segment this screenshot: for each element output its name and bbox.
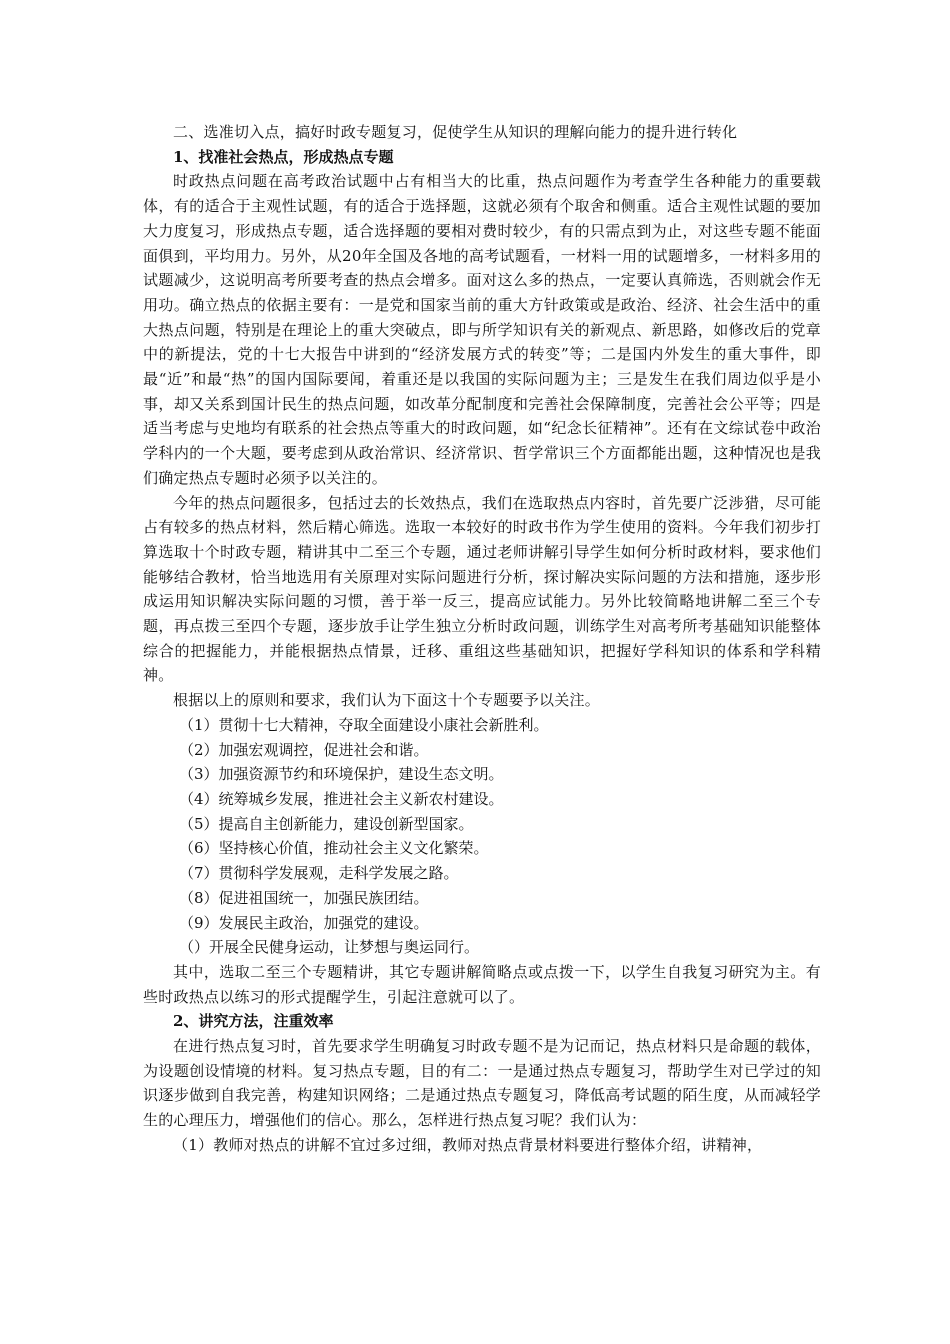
list-item: （6）坚持核心价值，推动社会主义文化繁荣。 xyxy=(179,839,489,858)
list-item: （8）促进祖国统一，加强民族团结。 xyxy=(179,888,429,907)
list-item: （7）贯彻科学发展观，走科学发展之路。 xyxy=(179,864,459,883)
list-item: （5）提高自主创新能力，建设创新型国家。 xyxy=(179,814,474,833)
heading-methods: 2、讲究方法，注重效率 xyxy=(173,1012,334,1031)
paragraph-6: （1）教师对热点的讲解不宜过多过细，教师对热点背景材料要进行整体介绍，讲精神， xyxy=(173,1135,763,1154)
document-page xyxy=(143,120,821,1158)
list-item: （9）发展民主政治，加强党的建设。 xyxy=(179,913,429,932)
topic-list xyxy=(143,713,821,960)
paragraph-2: 今年的热点问题很多，包括过去的长效热点，我们在选取热点内容时，首先要广泛涉猎，尽可能占有较多的热点材料，然后精心筛选。选取一本较好的时政书作为学生使用的资料。今年我们初步打算选取十个时政专题，精讲其中二至三个专题，通过老师讲解引导学生如何分析时政材料，要求他们能够结合教材，恰当地选用有关原理对实际问题进行分析，探讨解决实际问题的方法和措施，逐步形成运用知识解决实际问题的习惯，善于举一反三，提高应试能力。另外比较简略地讲解二至三个专题，再点拨三至四个专题，逐步放手让学生独立分析时政问题，训练学生对高考所考基础知识能整体综合的把握能力，并能根据热点情景，迁移、重组这些基础知识，把握好学科知识的体系和学科精神。 xyxy=(143,493,821,685)
list-item: （2）加强宏观调控，促进社会和谐。 xyxy=(179,740,429,759)
section-title: 二、选准切入点，搞好时政专题复习，促使学生从知识的理解向能力的提升进行转化 xyxy=(173,123,738,141)
paragraph-3: 根据以上的原则和要求，我们认为下面这十个专题要予以关注。 xyxy=(173,691,601,710)
paragraph-5: 在进行热点复习时，首先要求学生明确复习时政专题不是为记而记，热点材料只是命题的载体，为设题创设情境的材料。复习热点专题，目的有二：一是通过热点专题复习，帮助学生对已学过的知识逐步做到自我完善，构建知识网络；二是通过热点专题复习，降低高考试题的陌生度，从而减轻学生的心理压力，增强他们的信心。那么，怎样进行热点复习呢？我们认为： xyxy=(143,1037,821,1130)
paragraph-4: 其中，选取二至三个专题精讲，其它专题讲解简略点或点拨一下，以学生自我复习研究为主。有些时政热点以练习的形式提醒学生，引起注意就可以了。 xyxy=(143,962,821,1006)
list-item: （3）加强资源节约和环境保护，建设生态文明。 xyxy=(179,765,504,784)
paragraph-1: 时政热点问题在高考政治试题中占有相当大的比重，热点问题作为考查学生各种能力的重要载体，有的适合于主观性试题，有的适合于选择题，这就必须有个取舍和侧重。适合主观性试题的要加大力度复习，形成热点专题，适合选择题的要相对费时较少，有的只需点到为止，对这些专题不能面面俱到，平均用力。另外，从20年全国及各地的高考试题看，一材料一用的试题增多，一材料多用的试题减少，这说明高考所要考查的热点会增多。面对这么多的热点，一定要认真筛选，否则就会作无用功。确立热点的依据主要有：一是党和国家当前的重大方针政策或是政治、经济、社会生活中的重大热点问题，特别是在理论上的重大突破点，即与所学知识有关的新观点、新思路，如修改后的党章中的新提法，党的十七大报告中讲到的“经济发展方式的转变”等；二是国内外发生的重大事件，即最“近”和最“热”的国内国际要闻，着重还是以我国的实际问题为主；三是发生在我们周边似乎是小事，却又关系到国计民生的热点问题，如改革分配制度和完善社会保障制度，完善社会公平等；四是适当考虑与史地均有联系的社会热点等重大的时政问题，如“纪念长征精神”。还有在文综试卷中政治学科内的一个大题，要考虑到从政治常识、经济常识、哲学常识三个方面都能出题，这种情况也是我们确定热点专题时必须予以关注的。 xyxy=(143,172,821,487)
list-item: （1）贯彻十七大精神，夺取全面建设小康社会新胜利。 xyxy=(179,715,549,734)
list-item: （4）统筹城乡发展，推进社会主义新农村建设。 xyxy=(179,789,504,808)
heading-hot-topics: 1、找准社会热点，形成热点专题 xyxy=(173,147,394,166)
list-item: （）开展全民健身运动，让梦想与奥运同行。 xyxy=(179,938,480,957)
